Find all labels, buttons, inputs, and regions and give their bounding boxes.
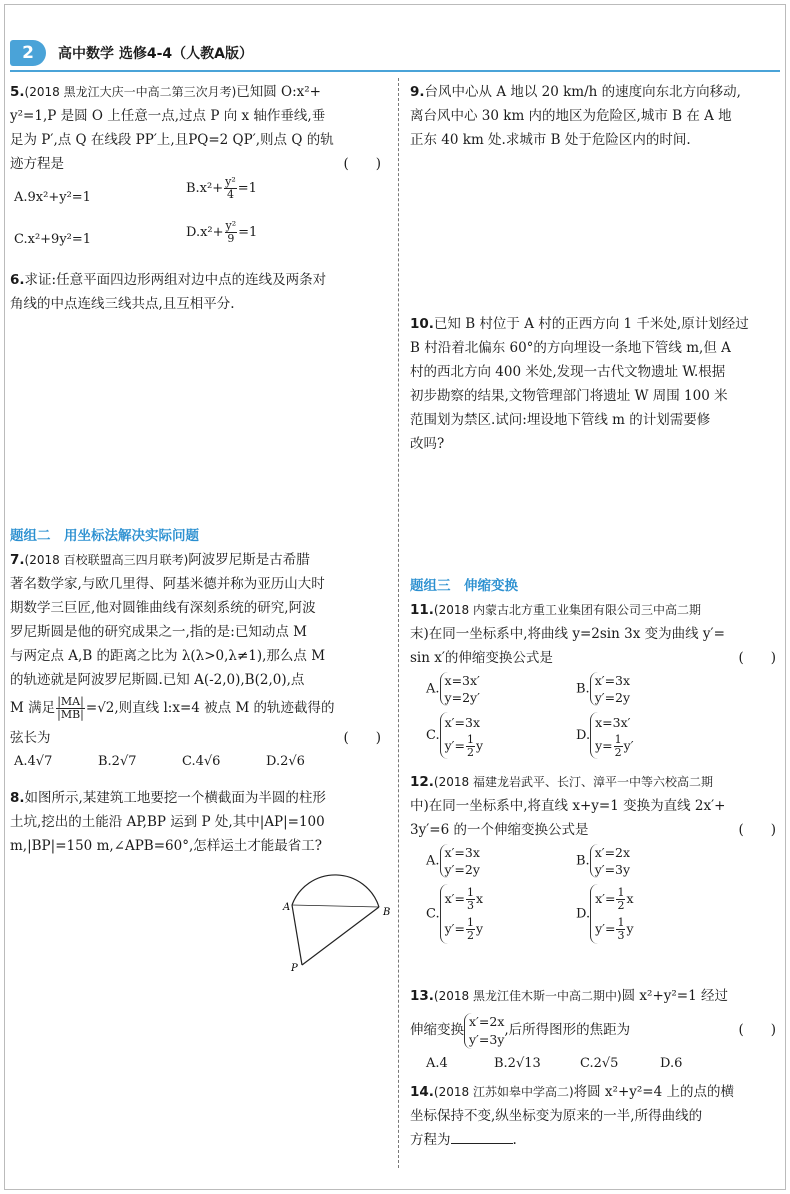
q5-option-a: A.9x²+y²=1 (14, 190, 91, 205)
q11-source: (2018 内蒙古北方重工业集团有限公司三中高二期 (433, 603, 701, 617)
q12-answer-paren: ( ) (738, 822, 776, 838)
q10-line4: 初步勘察的结果,文物管理部门将遗址 W 周围 100 米 (410, 388, 728, 404)
column-divider (398, 78, 399, 1168)
q10-line2: B 村沿着北偏东 60°的方向埋设一条地下管线 m,但 A (410, 340, 731, 356)
section-2-heading: 题组二 用坐标法解决实际问题 (10, 528, 199, 544)
q14-line1: 将圆 x²+y²=4 上的点的横 (573, 1084, 734, 1100)
question-9 (410, 80, 780, 152)
page-header (10, 40, 780, 70)
q11-answer-paren: ( ) (738, 650, 776, 666)
q13-answer-paren: ( ) (738, 1022, 776, 1038)
q6-number: 6. (10, 272, 25, 288)
q10-line6: 改吗? (410, 436, 445, 452)
q7-line4: 罗尼斯圆是他的研究成果之一,指的是:已知动点 M (10, 624, 307, 640)
q9-number: 9. (410, 84, 425, 100)
q11-line3: sin x′的伸缩变换公式是 (410, 650, 553, 666)
q5-source: (2018 黑龙江大庆一中高二第三次月考) (24, 85, 237, 99)
q14-number: 14. (410, 1084, 434, 1100)
q7-line3: 期数学三巨匠,他对圆锥曲线有深刻系统的研究,阿波 (10, 600, 316, 616)
q12-number: 12. (410, 774, 434, 790)
q7-line5: 与两定点 A,B 的距离之比为 λ(λ>0,λ≠1),那么点 M (10, 648, 326, 664)
question-14 (410, 1080, 780, 1152)
q13-option-d: D.6 (660, 1056, 683, 1071)
page-number: 2 (10, 40, 46, 66)
q7-line7: M 满足 $\frac{|MA|}{|MB|}$ =√2,则直线 l:x=4 被点 M 的轨迹截得的 (10, 695, 335, 721)
q5-line1: 已知圆 O:x²+ (236, 84, 321, 100)
q10-line5: 范围划为禁区.试问:埋设地下管线 m 的计划需要修 (410, 412, 711, 428)
q9-line2: 离台风中心 30 km 内的地区为危险区,城市 B 在 A 地 (410, 108, 732, 124)
question-5 (10, 80, 385, 264)
q11-option-b: B.x′=3x y′=2y (576, 673, 631, 705)
q14-source: (2018 江苏如皋中学高二) (433, 1085, 574, 1099)
q5-number: 5. (10, 84, 25, 100)
header-title: 高中数学 选修4-4（人教A版） (58, 46, 254, 62)
question-6 (10, 268, 385, 316)
q11-option-c: C.x′=3x y′= $\frac{1}{2}$ y (426, 712, 483, 759)
q9-line1: 台风中心从 A 地以 20 km/h 的速度向东北方向移动, (424, 84, 741, 100)
q13-option-a: A.4 (426, 1056, 448, 1071)
q7-source: (2018 百校联盟高三四月联考) (24, 553, 189, 567)
question-8 (10, 786, 385, 858)
q5-line4: 迹方程是 (10, 156, 64, 172)
q12-option-b: B.x′=2x y′=3y (576, 845, 631, 877)
q12-line3: 3y′=6 的一个伸缩变换公式是 (410, 822, 589, 838)
label-p: P (291, 963, 298, 973)
q10-number: 10. (410, 316, 434, 332)
semicircle-pit-diagram (275, 855, 395, 973)
q7-option-d: D.2√6 (266, 754, 305, 769)
q10-line1: 已知 B 村位于 A 村的正西方向 1 千米处,原计划经过 (433, 316, 749, 332)
q12-option-d: D.x′= $\frac{1}{2}$ x y′= $\frac{1}{3}$ y (576, 886, 634, 942)
q7-option-b: B.2√7 (98, 754, 137, 769)
q11-option-d: D.x=3x′ y= $\frac{1}{2}$ y′ (576, 712, 634, 759)
q13-line1: 圆 x²+y²=1 经过 (621, 988, 728, 1004)
q7-option-c: C.4√6 (182, 754, 221, 769)
q5-line3: 足为 P′,点 Q 在线段 PP′上,且PQ=2 QP′,则点 Q 的轨 (10, 132, 334, 148)
segment-ap (292, 905, 302, 965)
diameter-ab (292, 905, 379, 907)
q13-number: 13. (410, 988, 434, 1004)
segment-bp (302, 907, 379, 965)
q8-line2: 土坑,挖出的土能沿 AP,BP 运到 P 处,其中|AP|=100 (10, 814, 325, 830)
q8-line3: m,|BP|=150 m,∠APB=60°,怎样运土才能最省工? (10, 838, 322, 854)
q5-option-d: D.x²+ $\frac{\text{y²}}{9}$ =1 (186, 219, 258, 245)
q11-option-a: A.x=3x′ y=2y′ (426, 673, 480, 705)
label-b: B (383, 907, 391, 918)
q11-line2: 末)在同一坐标系中,将曲线 y=2sin 3x 变为曲线 y′= (410, 626, 725, 642)
q12-line2: 中)在同一坐标系中,将直线 x+y=1 变换为直线 2x′+ (410, 798, 726, 814)
header-rule (10, 70, 780, 72)
q8-line1: 如图所示,某建筑工地要挖一个横截面为半圆的柱形 (24, 790, 326, 806)
q6-line2: 角线的中点连线三线共点,且互相平分. (10, 296, 235, 312)
q5-answer-paren: ( ) (343, 156, 381, 172)
q7-line1: 阿波罗尼斯是古希腊 (188, 552, 310, 568)
q13-line2: 伸缩变换x′=2x y′=3y,后所得图形的焦距为 ( ) (410, 1008, 780, 1052)
question-7 (10, 548, 385, 774)
q14-line3: 方程为 . (410, 1128, 780, 1152)
q14-line2: 坐标保持不变,纵坐标变为原来的一半,所得曲线的 (410, 1108, 703, 1124)
q7-line2: 著名数学家,与欧几里得、阿基米德并称为亚历山大时 (10, 576, 325, 592)
q12-option-c: C.x′= $\frac{1}{3}$ x y′= $\frac{1}{2}$ y (426, 886, 484, 942)
question-12 (410, 770, 780, 956)
q12-option-a: A.x′=3x y′=2y (426, 845, 480, 877)
q9-line3: 正东 40 km 处.求城市 B 处于危险区内的时间. (410, 132, 691, 148)
question-13 (410, 984, 780, 1076)
q13-source: (2018 黑龙江佳木斯一中高二期中) (433, 989, 622, 1003)
semicircle-arc (292, 875, 379, 907)
q5-option-b: B.x²+ $\frac{\text{y²}}{4}$ =1 (186, 175, 257, 201)
q7-number: 7. (10, 552, 25, 568)
q7-option-a: A.4√7 (14, 754, 53, 769)
q13-option-b: B.2√13 (494, 1056, 541, 1071)
q14-answer-blank (451, 1129, 513, 1144)
section-3-heading: 题组三 伸缩变换 (410, 578, 518, 594)
q5-line2: y²=1,P 是圆 O 上任意一点,过点 P 向 x 轴作垂线,垂 (10, 108, 326, 124)
question-11 (410, 598, 780, 768)
q13-option-c: C.2√5 (580, 1056, 619, 1071)
q7-answer-paren: ( ) (343, 730, 381, 746)
q8-number: 8. (10, 790, 25, 806)
q5-option-c: C.x²+9y²=1 (14, 232, 92, 247)
q6-line1: 求证:任意平面四边形两组对边中点的连线及两条对 (24, 272, 327, 288)
q7-line8: 弦长为 (10, 730, 51, 746)
q7-line6: 的轨迹就是阿波罗尼斯圆.已知 A(-2,0),B(2,0),点 (10, 672, 305, 688)
q12-source: (2018 福建龙岩武平、长汀、漳平一中等六校高二期 (433, 775, 713, 789)
q10-line3: 村的西北方向 400 米处,发现一古代文物遗址 W.根据 (410, 364, 726, 380)
question-10 (410, 312, 780, 456)
q11-number: 11. (410, 602, 434, 618)
label-a: A (283, 902, 291, 913)
